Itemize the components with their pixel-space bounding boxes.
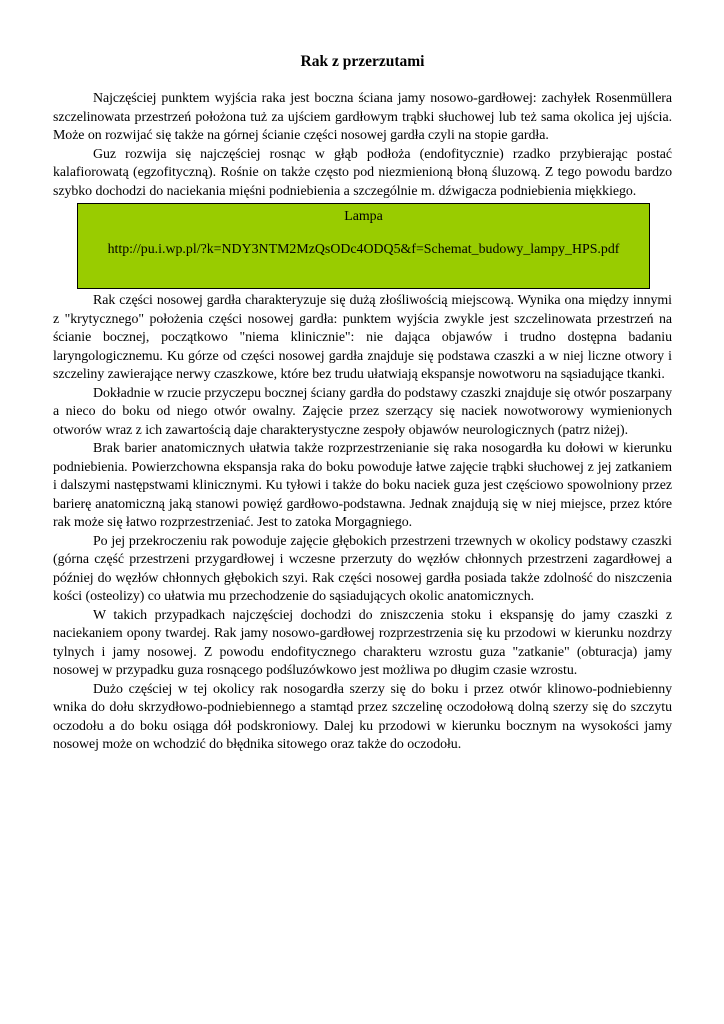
paragraph-spread-down: Brak barier anatomicznych ułatwia także rozprzestrzenianie się raka nosogardła ku dołowi w kierunku podniebienia. Powierzchowna ekspansja raka do boku powoduje łatwe zajęcie trąbki słuchowej z jej zatkaniem i dalszymi następstwami klinicznymi. Ku tyłowi i także do boku naciek guza jest częściowo spowolniony przez barierę anatomiczną jaką stanowi powięź gardłowo-podstawna. Jednak znajdują się w niej miejsce, przez które rak może się łatwo rozprzestrzeniać. Jest to zatoka Morgagniego. <box>53 441 672 530</box>
paragraph-foramina: Dokładnie w rzucie przyczepu bocznej ściany gardła do podstawy czaszki znajduje się otwór poszarpany a nieco do boku od niego otwór owalny. Zajęcie przez szerzący się naciek nowotworowy wymienionych otworów wraz z ich zawartością daje charakterystyczne zespoły objawów neurologicznych (patrz niżej). <box>53 385 672 438</box>
paragraph-origin: Najczęściej punktem wyjścia raka jest boczna ściana jamy nosowo-gardłowej: zachyłek Rosenmüllera szczelinowata przestrzeń położona tuż za ujściem gardłowym trąbki słuchowej lub też sama okolica jej ujścia. Może on rozwijać się także na górnej ścianie części nosowej gardła czyli na stopie gardła. <box>53 91 672 143</box>
paragraph-growth: Guz rozwija się najczęściej rosnąc w głąb podłoża (endofitycznie) rzadko przybierając postać kalafiorowatą (egzofityczną). Rośnie on także często pod niezmienioną błoną śluzową. Z tego powodu bardzo szybko dochodzi do naciekania mięśni podniebienia a szczególnie m. dźwigacza podniebienia miękkiego. <box>53 146 672 199</box>
lamp-url-link[interactable]: http://pu.i.wp.pl/?k=NDY3NTM2MzQsODc4ODQ5&f=Schemat_budowy_lampy_HPS.pdf <box>107 241 620 257</box>
paragraph-malignancy: Rak części nosowej gardła charakteryzuje się dużą złośliwością miejscową. Wynika ona między innymi z "krytycznego" położenia części nosowej gardła: punktem wyjścia zwykle jest szczelinowata przestrzeń na ścianie bocznej, początkowo "niema klinicznie": nie dająca objawów i trudno dostępna badaniu laryngologicznemu. Ku górze od części nosowej gardła znajduje się podstawa czaszki a w niej liczne otwory i szczeliny zawierające nerwy czaszkowe, które bez trudu ułatwiają ekspansje nowotworu na sąsiadujące tkanki. <box>53 293 672 382</box>
paragraph-skull-base: W takich przypadkach najczęściej dochodzi do zniszczenia stoku i ekspansję do jamy czaszki z naciekaniem opony twardej. Rak jamy nosowo-gardłowej rozprzestrzenia się ku przodowi w kierunku nozdrzy tylnych i jamy nosowej. Z powodu endofitycznego charakteru wzrostu guza "zatkanie" (obturacja) jamy nosowej w przypadku guza rosnącego podśluzówkowo jest możliwa po długim czasie wzrostu. <box>53 607 672 678</box>
lamp-label: Lampa <box>344 209 383 224</box>
document-page <box>53 52 672 755</box>
paragraph-lateral-spread: Dużo częściej w tej okolicy rak nosogardła szerzy się do boku i przez otwór klinowo-podniebienny wnika do dołu skrzydłowo-podniebiennego a stamtąd przez szczelinę oczodołową dolną szerzy się do szczytu oczodołu a do boku osiąga dół podskroniowy. Dalej ku przodowi w kierunku bocznym na wysokości jamy nosowej może on wchodzić do błędnika sitowego oraz także do oczodołu. <box>53 681 672 752</box>
lamp-link-box <box>77 203 650 289</box>
document-title: Rak z przerzutami <box>300 53 425 70</box>
paragraph-deep-spaces: Po jej przekroczeniu rak powoduje zajęcie głębokich przestrzeni trzewnych w okolicy podstawy czaszki (górna część przestrzeni przygardłowej i wczesne przerzuty do węzłów chłonnych przestrzeni zagardłowej a później do węzłów chłonnych głębokich szyi. Rak części nosowej gardła posiada także zdolność do niszczenia kości (osteolizy) co ułatwia mu przechodzenie do sąsiadujących okolic anatomicznych. <box>53 533 672 604</box>
